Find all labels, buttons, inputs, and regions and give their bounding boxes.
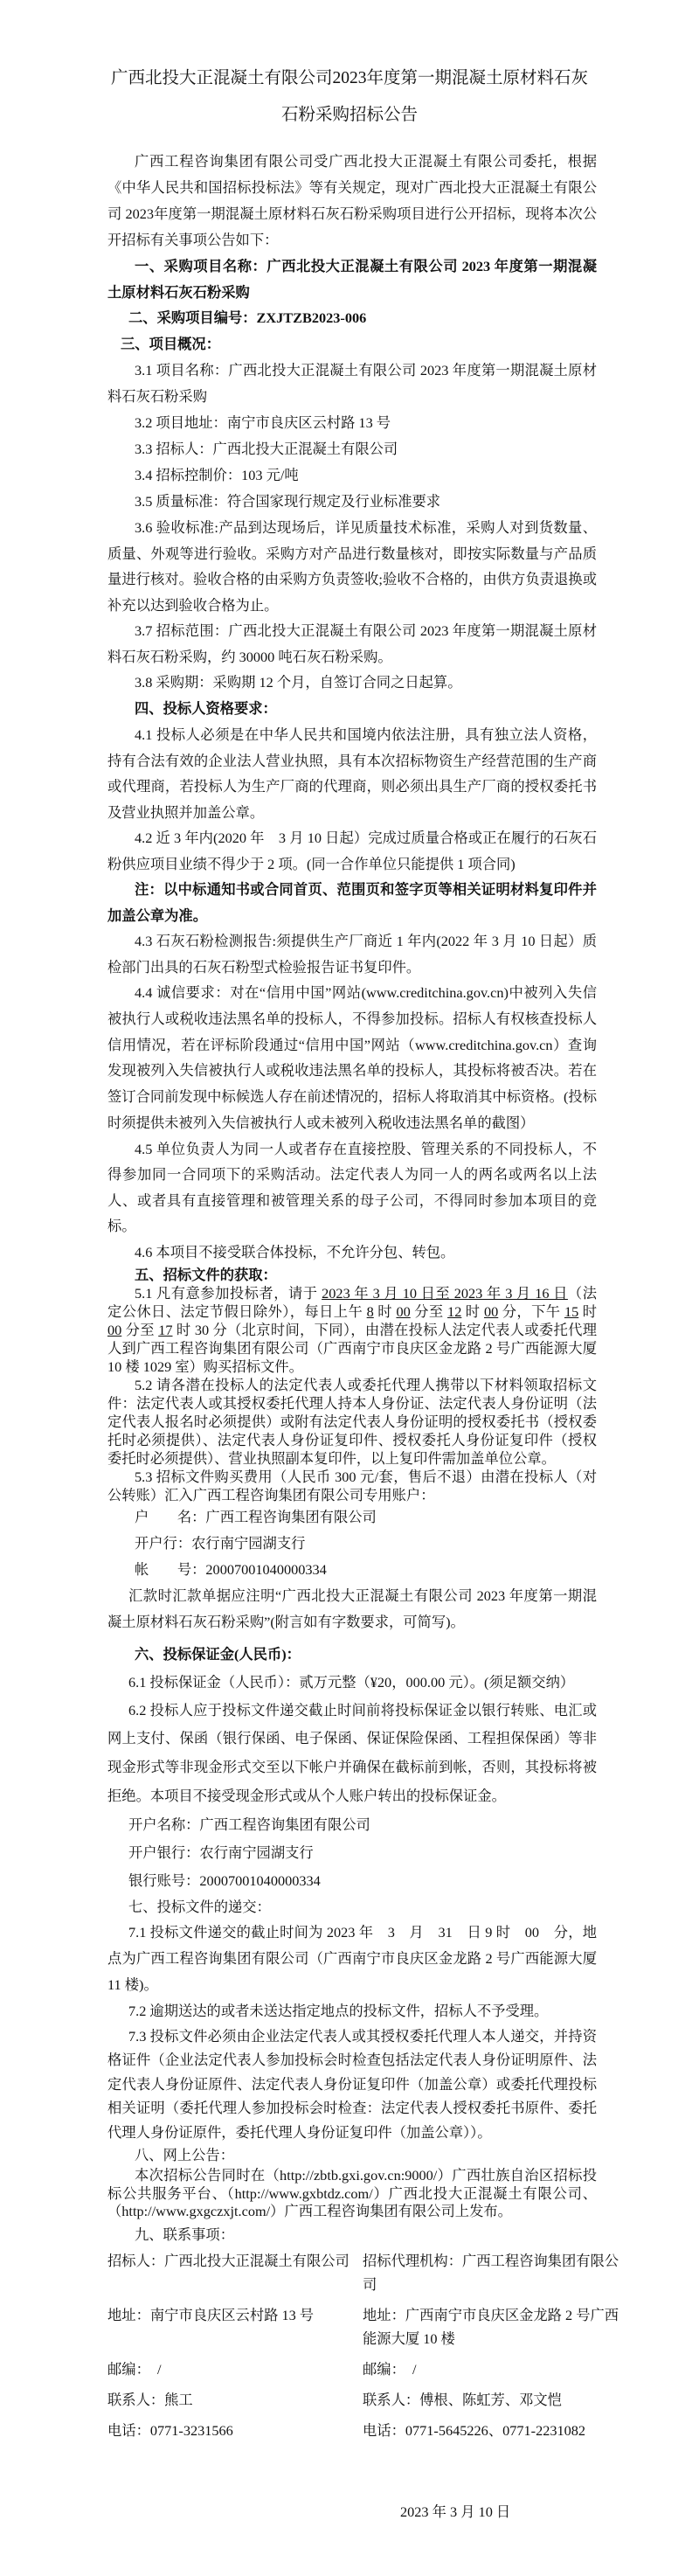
item-4-5: 4.5 单位负责人为同一人或者存在直接控股、管理关系的不同投标人，不得参加同一合同项下的采购活动。法定代表人为同一人的两名或两名以上法人、或者具有直接管理和被管理关系的母子公司，不得同时参加本项目的竞标。 <box>107 1140 597 1235</box>
item-5-1-text: 分至 <box>410 1302 448 1320</box>
item-5-1-text: 时 <box>461 1302 484 1320</box>
underlined-time-value: 8 <box>366 1302 374 1320</box>
section-2-project-number: 二、采购项目编号：ZXJTZB2023-006 <box>128 309 367 326</box>
agency-name: 招标代理机构：广西工程咨询集团有限公司 <box>363 2252 619 2293</box>
section-1-project-name: 一、采购项目名称：广西北投大正混凝土有限公司 2023 年度第一期混凝土原材料石灰石粉采购 <box>107 258 597 301</box>
item-4-4: 4.4 诚信要求：对在“信用中国”网站(www.creditchina.gov.cn)中被列入失信被执行人或税收违法黑名单的投标人，不得参加投标。招标人有权核查投标人信用情况，若在评标阶段通过“信用中国”网站（www.creditchina.gov.cn）查询发现被列入失信被执行人或税收违法黑名单的投标人，其投标将被否决。若在签订合同前发现中标候选人存在前述情况的，招标人将取消其中标资格。(投标时须提供未被列入失信被执行人或未被列入税收违法黑名单的截图） <box>107 984 597 1131</box>
item-7-2: 7.2 逾期送达的或者未送达指定地点的投标文件，招标人不予受理。 <box>128 2002 549 2019</box>
section-8-heading: 八、网上公告： <box>135 2147 234 2164</box>
item-3-4: 3.4 招标控制价：103 元/吨 <box>135 467 299 483</box>
underlined-time-value: 00 <box>483 1302 499 1320</box>
item-3-2: 3.2 项目地址：南宁市良庆区云村路 13 号 <box>135 414 391 431</box>
item-5-1-text: 时 <box>373 1302 397 1320</box>
section-3-heading: 三、项目概况： <box>121 336 220 352</box>
item-7-3: 7.3 投标文件必须由企业法定代表人或其授权委托代理人本人递交，并持资格证件（企业法定代表人参加投标会时检查包括法定代表人身份证明原件、法定代表人身份证原件、法定代表人身份证复印件（加盖公章）或委托代理投标相关证明（委托代理人参加投标会时检查：法定代表人授权委托书原件、委托代理人身份证原件，委托代理人身份证复印件（加盖公章））。 <box>107 2027 597 2141</box>
item-5-1-text: 分至 <box>121 1321 159 1338</box>
item-5-1-text: 分，下午 <box>498 1302 564 1320</box>
deposit-account-bank: 开户银行：农行南宁园湖支行 <box>128 1843 314 1861</box>
notice-title-line1: 广西北投大正混凝土有限公司2023年度第一期混凝土原材料石灰 <box>110 69 588 87</box>
notice-document <box>107 0 619 2576</box>
item-5-1 <box>107 1284 597 1376</box>
underlined-time-value: 12 <box>447 1302 462 1320</box>
underlined-time-value: 17 <box>158 1321 173 1338</box>
deposit-account-name: 开户名称：广西工程咨询集团有限公司 <box>128 1816 370 1833</box>
item-4-6: 4.6 本项目不接受联合体投标，不允许分包、转包。 <box>135 1243 455 1260</box>
tenderer-postcode: 邮编： / <box>107 2360 162 2378</box>
underlined-time-value: 00 <box>396 1302 411 1320</box>
section-7-heading: 七、投标文件的递交： <box>128 1898 271 1915</box>
item-5-1-text: 时 30 分（北京时间，下同），由潜在投标人法定代表人或委托代理人到广西工程咨询集团有限公司（广西南宁市良庆区金龙路 2 号广西能源大厦 10 楼 1029 室）购买招标文件。 <box>107 1321 597 1375</box>
underlined-time-value: 15 <box>564 1302 579 1320</box>
item-5-1-text: （法定公休日、法定节假日除外），每日上午 <box>107 1284 597 1320</box>
item-3-3: 3.3 招标人：广西北投大正混凝土有限公司 <box>135 441 398 457</box>
item-7-1: 7.1 投标文件递交的截止时间为 2023 年 3 月 31 日 9 时 00 分，地点为广西工程咨询集团有限公司（广西南宁市良庆区金龙路 2 号广西能源大厦 11 楼)。 <box>107 1923 597 1993</box>
fee-account-number: 帐 号：20007001040000334 <box>135 1560 327 1578</box>
item-4-1: 4.1 投标人必须是在中华人民共和国境内依法注册，具有独立法人资格，持有合法有效的企业法人营业执照，具有本次招标物资生产经营范围的生产商或代理商，若投标人为生产厂商的代理商，则必须出具生产厂商的授权委托书及营业执照并加盖公章。 <box>107 726 597 821</box>
tenderer-contact: 联系人：熊工 <box>107 2391 193 2408</box>
notice-date: 2023 年 3 月 10 日 <box>400 2503 511 2520</box>
item-5-2: 5.2 请各潜在投标人的法定代表人或委托代理人携带以下材料领取招标文件：法定代表人或其授权委托代理人持本人身份证、法定代表人身份证明（法定代表人报名时必须提供）或附有法定代表人身份证明的授权委托书（授权委托时必须提供）、法定代表人身份证复印件、授权委托人身份证复印件（授权委托时必须提供）、营业执照副本复印件，以上复印件需加盖单位公章。 <box>107 1376 597 1467</box>
deposit-account-number: 银行账号：20007001040000334 <box>128 1871 321 1889</box>
agency-phone: 电话：0771-5645226、0771-2231082 <box>363 2421 586 2439</box>
item-4-note: 注：以中标通知书或合同首页、范围页和签字页等相关证明材料复印件并加盖公章为准。 <box>107 881 597 924</box>
item-5-1-text: 5.1 凡有意参加投标者，请于 <box>135 1284 322 1302</box>
section-5-heading: 五、招标文件的获取： <box>135 1266 277 1283</box>
fee-account-bank: 开户行：农行南宁园湖支行 <box>135 1534 306 1552</box>
item-5-1-text: 时 <box>578 1302 597 1320</box>
intro-paragraph: 广西工程咨询集团有限公司受广西北投大正混凝土有限公司委托，根据《中华人民共和国招标投标法》等有关规定，现对广西北投大正混凝土有限公司 2023年度第一期混凝土原材料石灰石粉采购项目进行公开招标，现将本次公开招标有关事项公告如下： <box>107 153 597 248</box>
remittance-note: 汇款时汇款单据应注明“广西北投大正混凝土有限公司 2023 年度第一期混凝土原材料石灰石粉采购”(附言如有字数要求，可简写)。 <box>107 1587 597 1630</box>
section-9-heading: 九、联系事项： <box>135 2225 234 2243</box>
item-4-3: 4.3 石灰石粉检测报告:须提供生产厂商近 1 年内(2022 年 3 月 10 日起）质检部门出具的石灰石粉型式检验报告证书复印件。 <box>107 933 597 976</box>
tenderer-phone: 电话：0771-3231566 <box>107 2421 233 2439</box>
fee-account-name: 户 名：广西工程咨询集团有限公司 <box>135 1508 377 1525</box>
item-3-8: 3.8 采购期：采购期 12 个月，自签订合同之日起算。 <box>135 674 462 691</box>
online-announcement-text: 本次招标公告同时在（http://zbtb.gxi.gov.cn:9000/）广西壮族自治区招标投标公共服务平台、（http://www.gxbtdz.com/）广西北投大正混凝土有限公司、（http://www.gxgczxjt.com/）广西工程咨询集团有限公司上发布。 <box>107 2167 597 2220</box>
item-3-1: 3.1 项目名称：广西北投大正混凝土有限公司 2023 年度第一期混凝土原材料石灰石粉采购 <box>107 362 597 405</box>
item-6-1: 6.1 投标保证金（人民币）：贰万元整（¥20，000.00 元）。(须足额交纳） <box>128 1673 575 1691</box>
item-3-6: 3.6 验收标准:产品到达现场后，详见质量技术标准，采购人对到货数量、质量、外观等进行验收。采购方对产品进行数量核对，即按实际数量与产品质量进行核对。验收合格的由采购方负责签收;验收不合格的，由供方负责退换或补充以达到验收合格为止。 <box>107 519 597 614</box>
underlined-time-value: 2023 年 3 月 10 日至 2023 年 3 月 16 日 <box>322 1284 568 1302</box>
item-3-5: 3.5 质量标准：符合国家现行规定及行业标准要求 <box>135 493 441 510</box>
section-6-heading: 六、投标保证金(人民币)： <box>135 1645 301 1663</box>
agency-contact: 联系人：傅根、陈虹芳、邓文恺 <box>363 2391 562 2408</box>
item-3-7: 3.7 招标范围：广西北投大正混凝土有限公司 2023 年度第一期混凝土原材料石灰石粉采购，约 30000 吨石灰石粉采购。 <box>107 622 597 665</box>
section-4-heading: 四、投标人资格要求： <box>135 700 277 717</box>
tenderer-address: 地址：南宁市良庆区云村路 13 号 <box>107 2306 315 2323</box>
notice-title-line2: 石粉采购招标公告 <box>280 106 418 124</box>
agency-address: 地址：广西南宁市良庆区金龙路 2 号广西能源大厦 10 楼 <box>363 2306 619 2347</box>
item-4-2: 4.2 近 3 年内(2020 年 3 月 10 日起）完成过质量合格或正在履行的石灰石粉供应项目业绩不得少于 2 项。(同一合作单位只能提供 1 项合同) <box>107 830 597 872</box>
agency-postcode: 邮编： / <box>363 2360 417 2378</box>
item-6-2: 6.2 投标人应于投标文件递交截止时间前将投标保证金以银行转账、电汇或网上支付、保函（银行保函、电子保函、保证保险保函、工程担保保函）等非现金形式等非现金形式交至以下帐户并确保在截标前到帐，否则，其投标将被拒绝。本项目不接受现金形式或从个人账户转出的投标保证金。 <box>107 1701 597 1804</box>
tenderer-name: 招标人：广西北投大正混凝土有限公司 <box>107 2252 350 2269</box>
item-5-3: 5.3 招标文件购买费用（人民币 300 元/套，售后不退）由潜在投标人（对公转账）汇入广西工程咨询集团有限公司专用账户： <box>107 1468 597 1503</box>
contact-table <box>107 2249 619 2442</box>
underlined-time-value: 00 <box>107 1321 122 1338</box>
